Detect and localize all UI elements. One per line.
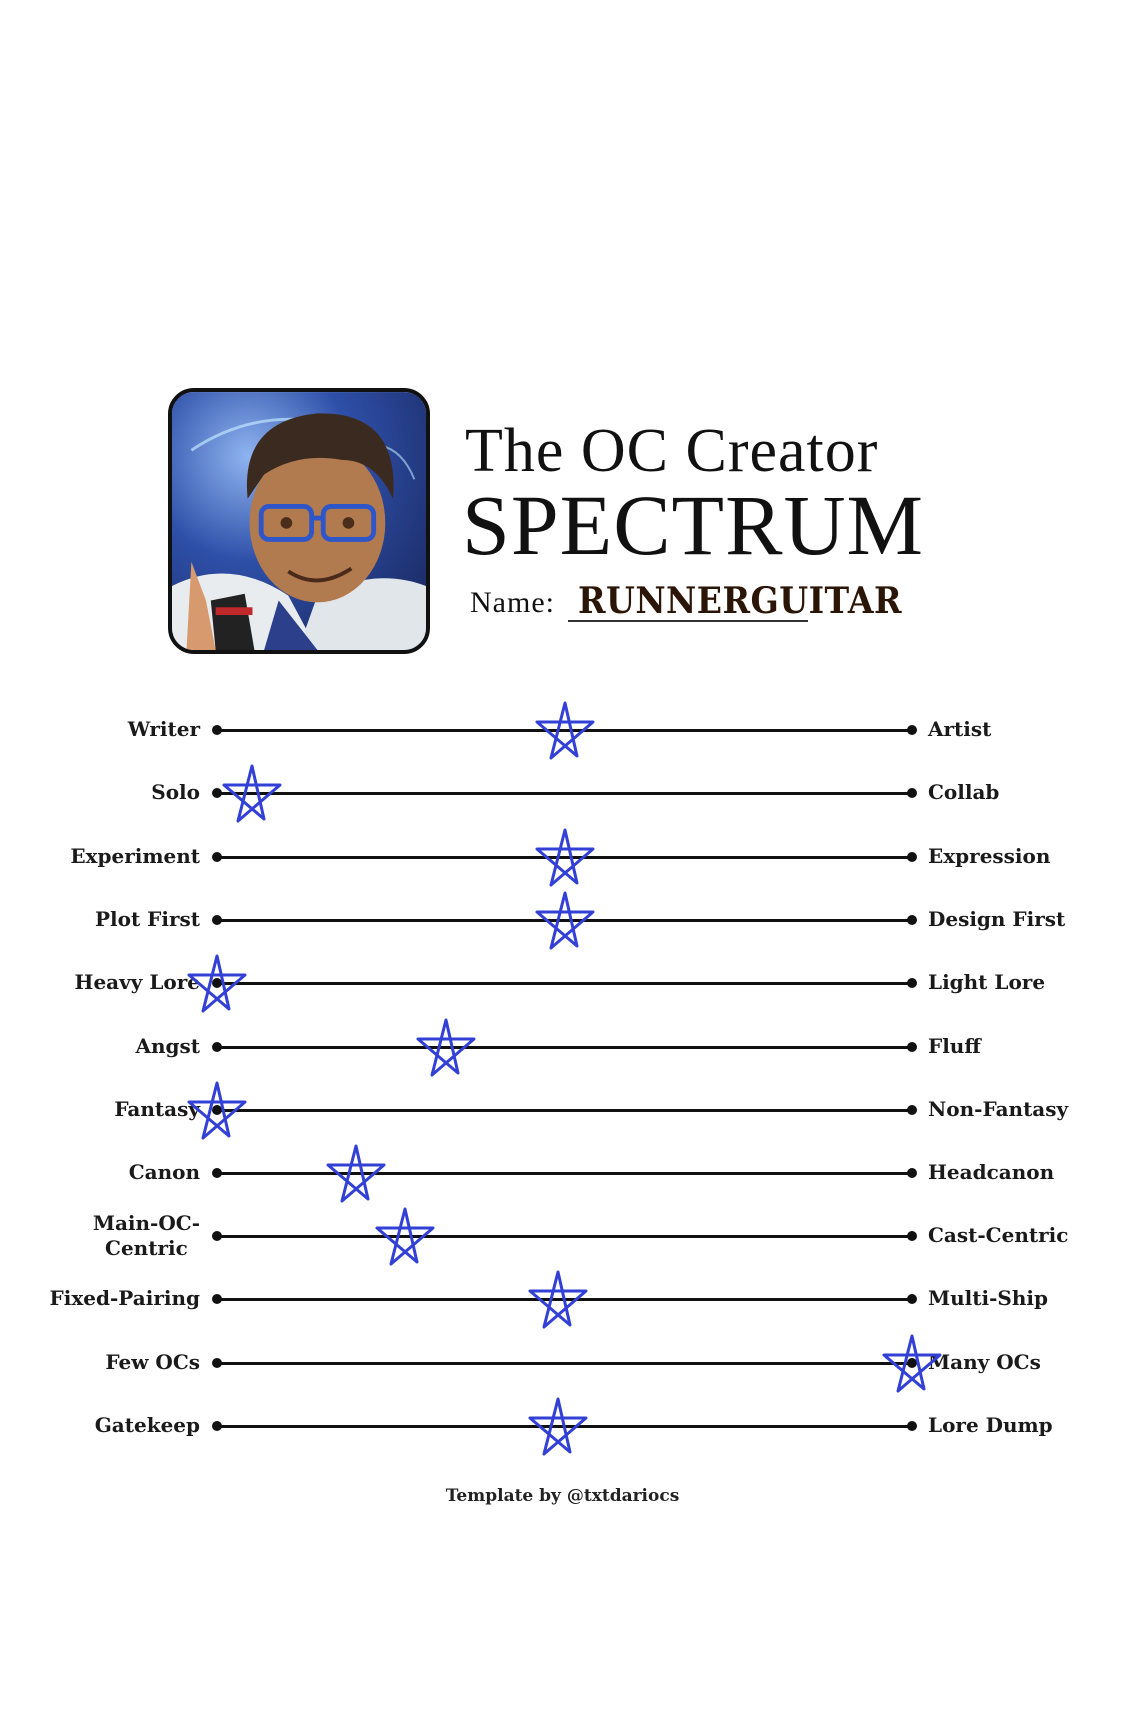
- star-marker-icon: [880, 1333, 944, 1395]
- track-endpoint-left: [212, 1042, 222, 1052]
- track-endpoint-right: [907, 978, 917, 988]
- star-marker-icon: [220, 763, 284, 825]
- spectrum-right-label: Fluff: [928, 1034, 981, 1058]
- spectrum-track: [217, 1235, 912, 1238]
- track-endpoint-right: [907, 1231, 917, 1241]
- track-endpoint-right: [907, 1294, 917, 1304]
- spectrum-left-label: Solo: [151, 780, 200, 804]
- spectrum-right-label: Many OCs: [928, 1350, 1041, 1374]
- spectrum-right-label: Expression: [928, 844, 1051, 868]
- spectrum-left-label: Writer: [127, 717, 200, 741]
- star-marker-icon: [526, 1396, 590, 1458]
- track-endpoint-right: [907, 852, 917, 862]
- spectrum-right-label: Artist: [928, 717, 992, 741]
- track-endpoint-right: [907, 788, 917, 798]
- spectrum-track: [217, 982, 912, 985]
- track-endpoint-right: [907, 725, 917, 735]
- track-endpoint-left: [212, 852, 222, 862]
- star-marker-icon: [414, 1017, 478, 1079]
- spectrum-left-label: Gatekeep: [94, 1413, 200, 1437]
- track-endpoint-left: [212, 725, 222, 735]
- spectrum-left-label: Plot First: [94, 907, 200, 931]
- star-marker-icon: [185, 953, 249, 1015]
- track-endpoint-left: [212, 1421, 222, 1431]
- spectrum-right-label: Light Lore: [928, 970, 1046, 994]
- track-endpoint-right: [907, 1421, 917, 1431]
- title-line-1: The OC Creator: [465, 417, 879, 485]
- star-marker-icon: [373, 1206, 437, 1268]
- spectrum-right-label: Multi-Ship: [928, 1286, 1048, 1310]
- name-label: Name:: [470, 586, 555, 619]
- spectrum-left-label: Few OCs: [105, 1350, 200, 1374]
- spectrum-right-label: Headcanon: [928, 1160, 1055, 1184]
- spectrum-track: [217, 1172, 912, 1175]
- track-endpoint-left: [212, 1168, 222, 1178]
- avatar: [168, 388, 430, 654]
- star-marker-icon: [324, 1143, 388, 1205]
- spectrum-left-label: Canon: [128, 1160, 200, 1184]
- title-line-2: SPECTRUM: [462, 477, 925, 573]
- avatar-portrait-icon: [172, 392, 426, 650]
- name-value: RUNNERGUITAR: [578, 580, 902, 622]
- spectrum-track: [217, 792, 912, 795]
- star-marker-icon: [526, 1269, 590, 1331]
- spectrum-track: [217, 1046, 912, 1049]
- track-endpoint-left: [212, 1294, 222, 1304]
- spectrum-track: [217, 1362, 912, 1365]
- track-endpoint-right: [907, 1042, 917, 1052]
- track-endpoint-right: [907, 915, 917, 925]
- spectrum-right-label: Non-Fantasy: [928, 1097, 1069, 1121]
- star-marker-icon: [533, 700, 597, 762]
- star-marker-icon: [185, 1080, 249, 1142]
- spectrum-right-label: Cast-Centric: [928, 1223, 1069, 1247]
- spectrum-right-label: Collab: [928, 780, 1000, 804]
- track-endpoint-right: [907, 1168, 917, 1178]
- track-endpoint-left: [212, 915, 222, 925]
- spectrum-track: [217, 1109, 912, 1112]
- template-credit: Template by @txtdariocs: [445, 1486, 680, 1506]
- spectrum-left-label: Angst: [135, 1034, 200, 1058]
- track-endpoint-right: [907, 1105, 917, 1115]
- spectrum-left-label: Heavy Lore: [74, 970, 200, 994]
- track-endpoint-left: [212, 1358, 222, 1368]
- spectrum-left-label: Experiment: [70, 844, 200, 868]
- spectrum-left-label: Main-OC- Centric: [92, 1211, 200, 1260]
- star-marker-icon: [533, 890, 597, 952]
- spectrum-left-label: Fixed-Pairing: [49, 1286, 200, 1310]
- star-marker-icon: [533, 827, 597, 889]
- track-endpoint-left: [212, 1231, 222, 1241]
- spectrum-right-label: Design First: [928, 907, 1066, 931]
- spectrum-left-label: Fantasy: [114, 1097, 200, 1121]
- spectrum-right-label: Lore Dump: [928, 1413, 1053, 1437]
